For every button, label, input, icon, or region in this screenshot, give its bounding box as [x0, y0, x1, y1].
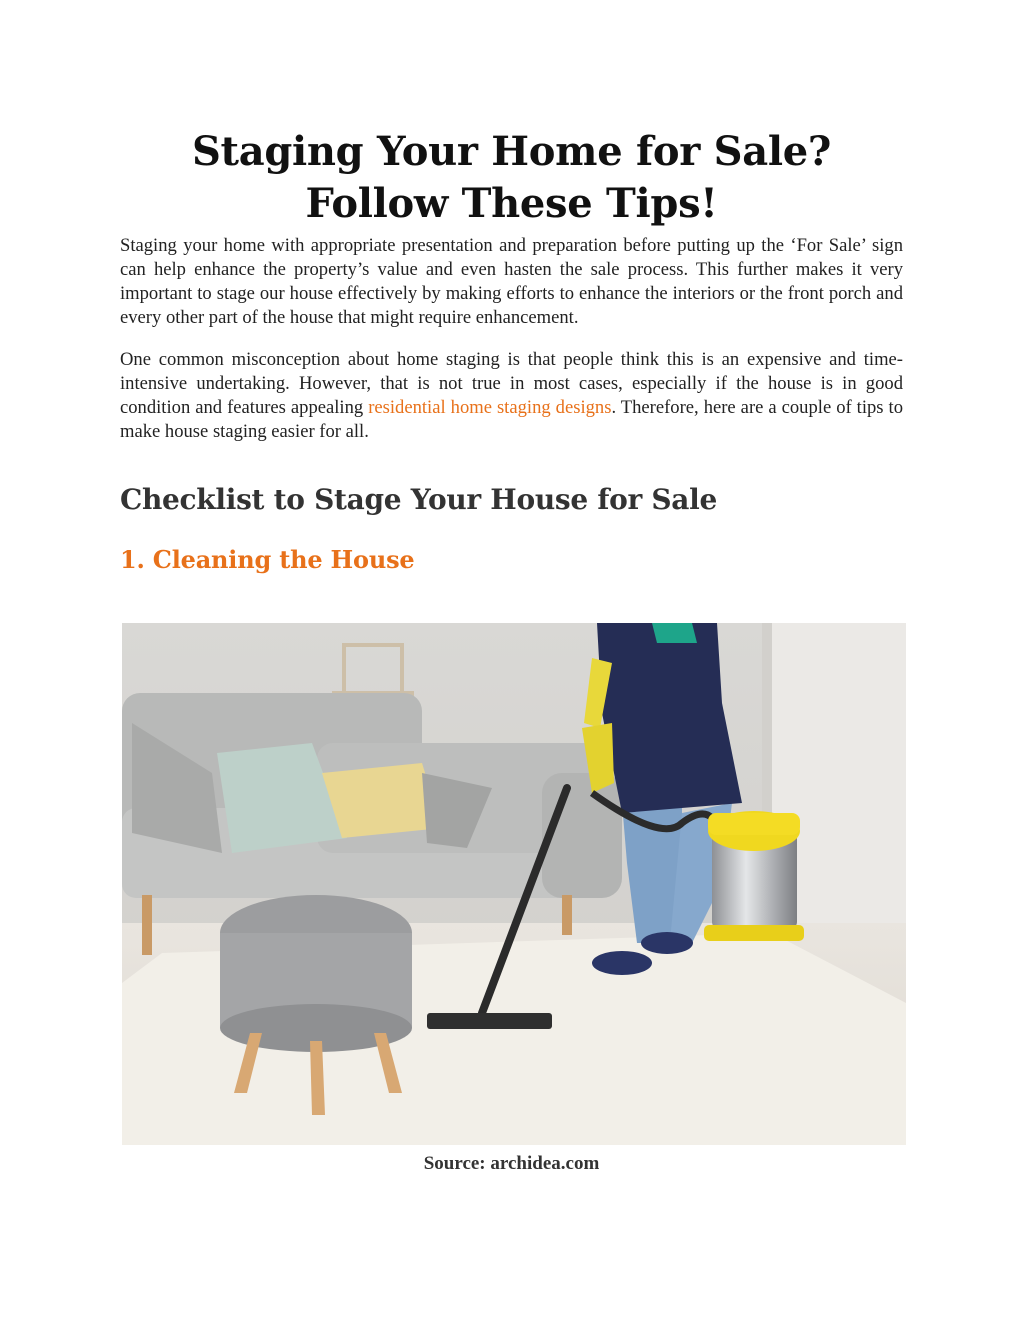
paragraph-text: . Therefore, here are a couple of tips to make house staging easier for all.: [120, 397, 904, 442]
subsection-heading: 1. Cleaning the House: [120, 545, 415, 574]
paragraph-text: One common misconception about home staging is that people think this is an expensive and time-intensive undertaking. However, that is not true in most cases, especially if the house is in good condition and features appealing: [120, 349, 903, 418]
title-line-2: Follow These Tips!: [305, 180, 718, 227]
staging-designs-link[interactable]: residential home staging designs: [368, 397, 612, 418]
article: [120, 0, 904, 1174]
page-title: [120, 126, 903, 230]
misconception-paragraph: [120, 348, 903, 444]
cleaning-photo: [122, 623, 906, 1145]
section-heading: Checklist to Stage Your House for Sale: [120, 483, 717, 516]
image-caption: Source: archidea.com: [423, 1153, 600, 1174]
intro-paragraph: Staging your home with appropriate presentation and preparation before putting up the ‘For Sale’ sign can help enhance the property’s value and even hasten the sale process. This further makes it very important to stage our house effectively by making efforts to enhance the interiors or the front porch and every other part of the house that might require enhancement.: [120, 235, 903, 328]
title-line-1: Staging Your Home for Sale?: [191, 128, 832, 175]
